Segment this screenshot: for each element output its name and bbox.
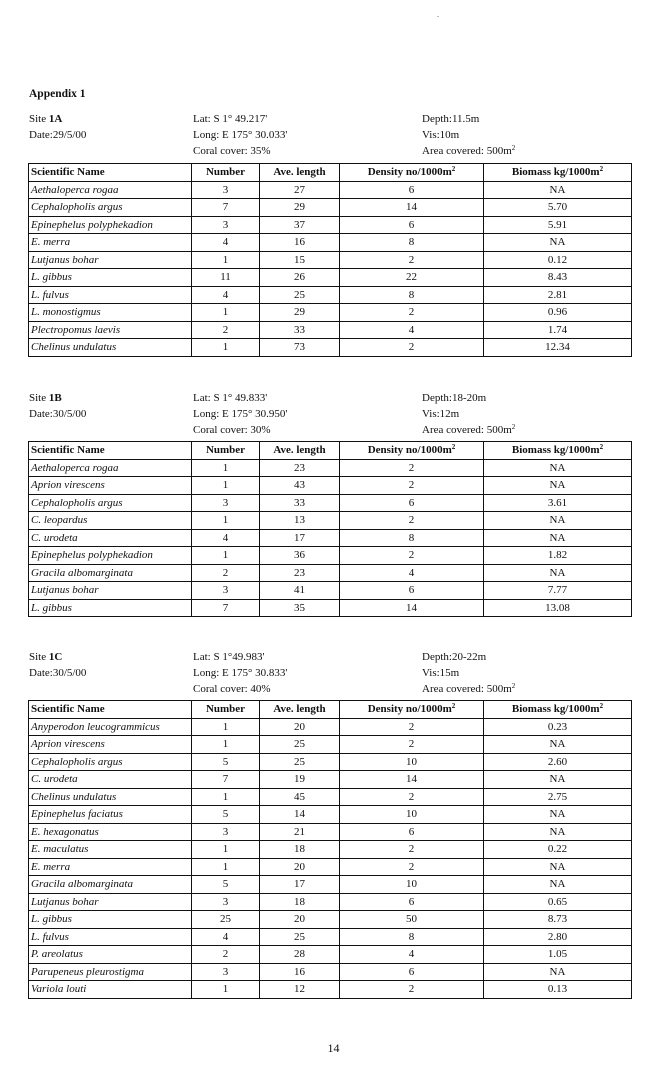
table-row — [29, 893, 632, 911]
cell-scientific-name: C. urodeta — [29, 529, 192, 547]
cell-density: 8 — [340, 529, 484, 547]
cell-scientific-name: Anyperodon leucogrammicus — [29, 718, 192, 736]
cell-density: 2 — [340, 788, 484, 806]
cell-ave-length: 20 — [260, 718, 340, 736]
table-row — [29, 564, 632, 582]
table-row — [29, 788, 632, 806]
cell-biomass: NA — [484, 477, 632, 495]
table-row — [29, 547, 632, 565]
header-scientific-name: Scientific Name — [29, 442, 192, 460]
cell-number: 1 — [192, 841, 260, 859]
cell-number: 5 — [192, 806, 260, 824]
cell-density: 2 — [340, 841, 484, 859]
cell-number: 1 — [192, 304, 260, 322]
cell-density: 6 — [340, 181, 484, 199]
site-date: Date:30/5/00 — [29, 667, 87, 679]
cell-number: 1 — [192, 547, 260, 565]
fish-survey-table — [28, 163, 632, 357]
cell-density: 14 — [340, 771, 484, 789]
cell-scientific-name: Cephalopholis argus — [29, 494, 192, 512]
cell-number: 1 — [192, 788, 260, 806]
cell-density: 2 — [340, 251, 484, 269]
site-longitude: Long: E 175° 30.833' — [193, 667, 288, 679]
site-visibility: Vis:10m — [422, 129, 460, 141]
cell-scientific-name: Gracila albomarginata — [29, 876, 192, 894]
site-area-covered: Area covered: $500m^2$ — [422, 144, 516, 157]
header-number: Number — [192, 164, 260, 182]
cell-biomass: 1.82 — [484, 547, 632, 565]
table-header-row — [29, 164, 632, 182]
cell-biomass: NA — [484, 564, 632, 582]
table-row — [29, 234, 632, 252]
cell-biomass: 0.96 — [484, 304, 632, 322]
table-row — [29, 771, 632, 789]
cell-number: 1 — [192, 512, 260, 530]
table-row — [29, 251, 632, 269]
cell-biomass: NA — [484, 771, 632, 789]
cell-number: 5 — [192, 753, 260, 771]
table-row — [29, 459, 632, 477]
cell-number: 1 — [192, 251, 260, 269]
cell-biomass: NA — [484, 876, 632, 894]
cell-biomass: NA — [484, 181, 632, 199]
cell-ave-length: 16 — [260, 963, 340, 981]
site-longitude: Long: E 175° 30.033' — [193, 129, 288, 141]
table-row — [29, 841, 632, 859]
cell-scientific-name: E. merra — [29, 234, 192, 252]
header-biomass: Biomass $kg/1000m^2$ — [484, 442, 632, 460]
header-biomass: Biomass $kg/1000m^2$ — [484, 701, 632, 719]
cell-ave-length: 37 — [260, 216, 340, 234]
fish-survey-table — [28, 700, 632, 999]
site-area-covered: Area covered: $500m^2$ — [422, 682, 516, 695]
cell-ave-length: 29 — [260, 199, 340, 217]
table-row — [29, 753, 632, 771]
table-row — [29, 477, 632, 495]
cell-ave-length: 13 — [260, 512, 340, 530]
cell-scientific-name: Lutjanus bohar — [29, 893, 192, 911]
cell-density: 14 — [340, 199, 484, 217]
table-row — [29, 858, 632, 876]
cell-biomass: 2.75 — [484, 788, 632, 806]
cell-number: 1 — [192, 477, 260, 495]
cell-scientific-name: Cephalopholis argus — [29, 199, 192, 217]
table-row — [29, 286, 632, 304]
cell-density: 8 — [340, 928, 484, 946]
cell-scientific-name: Lutjanus bohar — [29, 251, 192, 269]
cell-biomass: NA — [484, 806, 632, 824]
table-row — [29, 963, 632, 981]
header-scientific-name: Scientific Name — [29, 164, 192, 182]
cell-scientific-name: L. gibbus — [29, 269, 192, 287]
cell-biomass: 7.77 — [484, 582, 632, 600]
cell-biomass: NA — [484, 529, 632, 547]
table-row — [29, 512, 632, 530]
cell-density: 10 — [340, 806, 484, 824]
cell-biomass: 2.80 — [484, 928, 632, 946]
cell-biomass: 8.73 — [484, 911, 632, 929]
cell-scientific-name: Epinephelus polyphekadion — [29, 547, 192, 565]
appendix-title: Appendix 1 — [29, 88, 86, 100]
header-number: Number — [192, 701, 260, 719]
cell-density: 2 — [340, 512, 484, 530]
cell-density: 2 — [340, 736, 484, 754]
cell-biomass: 1.74 — [484, 321, 632, 339]
cell-density: 14 — [340, 599, 484, 617]
header-density: Density $no/1000m^2$ — [340, 701, 484, 719]
table-row — [29, 981, 632, 999]
table-body — [29, 181, 632, 356]
cell-number: 2 — [192, 321, 260, 339]
cell-biomass: 3.61 — [484, 494, 632, 512]
cell-density: 10 — [340, 753, 484, 771]
cell-biomass: NA — [484, 512, 632, 530]
site-depth: Depth:20-22m — [422, 651, 487, 663]
site-area-covered: Area covered: $500m^2$ — [422, 423, 516, 436]
cell-scientific-name: E. hexagonatus — [29, 823, 192, 841]
cell-number: 3 — [192, 216, 260, 234]
site-date: Date:29/5/00 — [29, 129, 87, 141]
cell-scientific-name: Epinephelus faciatus — [29, 806, 192, 824]
page-number: 14 — [327, 1041, 340, 1055]
cell-scientific-name: E. merra — [29, 858, 192, 876]
cell-biomass: NA — [484, 963, 632, 981]
cell-ave-length: 14 — [260, 806, 340, 824]
cell-density: 2 — [340, 304, 484, 322]
cell-scientific-name: L. fulvus — [29, 928, 192, 946]
cell-ave-length: 12 — [260, 981, 340, 999]
site-label: Site 1A — [29, 113, 63, 125]
cell-ave-length: 27 — [260, 181, 340, 199]
site-visibility: Vis:15m — [422, 667, 460, 679]
table-row — [29, 216, 632, 234]
cell-density: 4 — [340, 564, 484, 582]
fish-survey-table — [28, 441, 632, 617]
cell-number: 4 — [192, 286, 260, 304]
table-header-row — [29, 442, 632, 460]
cell-ave-length: 73 — [260, 339, 340, 357]
site-visibility: Vis:12m — [422, 408, 460, 420]
cell-density: 2 — [340, 459, 484, 477]
header-density: Density $no/1000m^2$ — [340, 164, 484, 182]
cell-density: 2 — [340, 718, 484, 736]
cell-number: 7 — [192, 199, 260, 217]
cell-number: 3 — [192, 181, 260, 199]
cell-density: 8 — [340, 286, 484, 304]
cell-biomass: 2.81 — [484, 286, 632, 304]
site-depth: Depth:11.5m — [422, 113, 480, 125]
cell-scientific-name: Aethaloperca rogaa — [29, 459, 192, 477]
site-depth: Depth:18-20m — [422, 392, 487, 404]
cell-number: 7 — [192, 599, 260, 617]
cell-density: 22 — [340, 269, 484, 287]
cell-density: 4 — [340, 946, 484, 964]
header-density: Density $no/1000m^2$ — [340, 442, 484, 460]
cell-number: 25 — [192, 911, 260, 929]
cell-biomass: NA — [484, 459, 632, 477]
cell-scientific-name: L. monostigmus — [29, 304, 192, 322]
cell-biomass: 13.08 — [484, 599, 632, 617]
cell-scientific-name: Epinephelus polyphekadion — [29, 216, 192, 234]
cell-ave-length: 17 — [260, 876, 340, 894]
cell-ave-length: 36 — [260, 547, 340, 565]
table-row — [29, 736, 632, 754]
cell-scientific-name: Chelinus undulatus — [29, 788, 192, 806]
cell-biomass: 0.12 — [484, 251, 632, 269]
cell-density: 8 — [340, 234, 484, 252]
cell-scientific-name: Plectropomus laevis — [29, 321, 192, 339]
cell-scientific-name: L. gibbus — [29, 599, 192, 617]
site-latitude: Lat: S 1° 49.833' — [193, 392, 268, 404]
cell-ave-length: 41 — [260, 582, 340, 600]
table-body — [29, 459, 632, 617]
cell-density: 6 — [340, 823, 484, 841]
table-row — [29, 599, 632, 617]
cell-number: 4 — [192, 928, 260, 946]
cell-number: 7 — [192, 771, 260, 789]
cell-biomass: 12.34 — [484, 339, 632, 357]
cell-number: 2 — [192, 946, 260, 964]
cell-ave-length: 15 — [260, 251, 340, 269]
table-row — [29, 582, 632, 600]
site-coral-cover: Coral cover: 30% — [193, 424, 271, 436]
cell-density: 4 — [340, 321, 484, 339]
cell-scientific-name: E. maculatus — [29, 841, 192, 859]
table-header-row — [29, 701, 632, 719]
cell-density: 2 — [340, 858, 484, 876]
cell-ave-length: 45 — [260, 788, 340, 806]
cell-biomass: 0.13 — [484, 981, 632, 999]
cell-biomass: 0.22 — [484, 841, 632, 859]
cell-number: 5 — [192, 876, 260, 894]
cell-ave-length: 16 — [260, 234, 340, 252]
cell-ave-length: 25 — [260, 753, 340, 771]
table-row — [29, 269, 632, 287]
cell-biomass: 5.91 — [484, 216, 632, 234]
cell-ave-length: 33 — [260, 321, 340, 339]
cell-ave-length: 18 — [260, 893, 340, 911]
cell-number: 3 — [192, 494, 260, 512]
cell-number: 4 — [192, 234, 260, 252]
cell-density: 6 — [340, 963, 484, 981]
cell-scientific-name: C. leopardus — [29, 512, 192, 530]
site-coral-cover: Coral cover: 40% — [193, 683, 271, 695]
cell-ave-length: 20 — [260, 911, 340, 929]
cell-density: 6 — [340, 494, 484, 512]
header-biomass: Biomass $kg/1000m^2$ — [484, 164, 632, 182]
cell-ave-length: 20 — [260, 858, 340, 876]
table-row — [29, 304, 632, 322]
cell-biomass: 0.23 — [484, 718, 632, 736]
cell-density: 2 — [340, 981, 484, 999]
cell-number: 1 — [192, 858, 260, 876]
cell-number: 3 — [192, 963, 260, 981]
table-row — [29, 823, 632, 841]
table-row — [29, 928, 632, 946]
cell-ave-length: 26 — [260, 269, 340, 287]
cell-density: 50 — [340, 911, 484, 929]
header-number: Number — [192, 442, 260, 460]
cell-scientific-name: P. areolatus — [29, 946, 192, 964]
cell-scientific-name: Aprion virescens — [29, 736, 192, 754]
cell-biomass: NA — [484, 823, 632, 841]
cell-number: 3 — [192, 823, 260, 841]
cell-scientific-name: Aethaloperca rogaa — [29, 181, 192, 199]
cell-number: 2 — [192, 564, 260, 582]
site-longitude: Long: E 175° 30.950' — [193, 408, 288, 420]
cell-scientific-name: Variola louti — [29, 981, 192, 999]
cell-scientific-name: L. gibbus — [29, 911, 192, 929]
site-label: Site 1C — [29, 651, 63, 663]
site-latitude: Lat: S 1°49.983' — [193, 651, 265, 663]
cell-biomass: 2.60 — [484, 753, 632, 771]
table-row — [29, 181, 632, 199]
table-row — [29, 806, 632, 824]
cell-density: 2 — [340, 547, 484, 565]
cell-biomass: NA — [484, 736, 632, 754]
table-row — [29, 199, 632, 217]
cell-ave-length: 33 — [260, 494, 340, 512]
header-ave-length: Ave. length — [260, 164, 340, 182]
table-row — [29, 718, 632, 736]
cell-density: 10 — [340, 876, 484, 894]
cell-number: 3 — [192, 893, 260, 911]
site-coral-cover: Coral cover: 35% — [193, 145, 271, 157]
site-latitude: Lat: S 1° 49.217' — [193, 113, 268, 125]
cell-scientific-name: Aprion virescens — [29, 477, 192, 495]
cell-ave-length: 17 — [260, 529, 340, 547]
table-row — [29, 339, 632, 357]
cell-biomass: 5.70 — [484, 199, 632, 217]
site-date: Date:30/5/00 — [29, 408, 87, 420]
cell-ave-length: 29 — [260, 304, 340, 322]
cell-ave-length: 23 — [260, 564, 340, 582]
header-scientific-name: Scientific Name — [29, 701, 192, 719]
table-row — [29, 321, 632, 339]
cell-scientific-name: Gracila albomarginata — [29, 564, 192, 582]
header-ave-length: Ave. length — [260, 442, 340, 460]
cell-scientific-name: C. urodeta — [29, 771, 192, 789]
cell-scientific-name: Parupeneus pleurostigma — [29, 963, 192, 981]
table-row — [29, 529, 632, 547]
cell-ave-length: 23 — [260, 459, 340, 477]
table-row — [29, 876, 632, 894]
scan-speck — [437, 16, 439, 17]
cell-biomass: 0.65 — [484, 893, 632, 911]
cell-density: 6 — [340, 582, 484, 600]
cell-ave-length: 18 — [260, 841, 340, 859]
cell-biomass: 8.43 — [484, 269, 632, 287]
cell-density: 2 — [340, 339, 484, 357]
cell-ave-length: 21 — [260, 823, 340, 841]
cell-number: 1 — [192, 981, 260, 999]
cell-scientific-name: Cephalopholis argus — [29, 753, 192, 771]
cell-ave-length: 19 — [260, 771, 340, 789]
cell-number: 1 — [192, 718, 260, 736]
cell-ave-length: 43 — [260, 477, 340, 495]
cell-number: 1 — [192, 736, 260, 754]
site-label: Site 1B — [29, 392, 62, 404]
cell-number: 4 — [192, 529, 260, 547]
cell-scientific-name: Lutjanus bohar — [29, 582, 192, 600]
cell-number: 1 — [192, 459, 260, 477]
cell-ave-length: 25 — [260, 928, 340, 946]
table-body — [29, 718, 632, 998]
table-row — [29, 911, 632, 929]
cell-ave-length: 35 — [260, 599, 340, 617]
cell-scientific-name: Chelinus undulatus — [29, 339, 192, 357]
cell-density: 6 — [340, 216, 484, 234]
header-ave-length: Ave. length — [260, 701, 340, 719]
cell-scientific-name: L. fulvus — [29, 286, 192, 304]
cell-biomass: 1.05 — [484, 946, 632, 964]
table-row — [29, 946, 632, 964]
cell-number: 1 — [192, 339, 260, 357]
cell-ave-length: 25 — [260, 736, 340, 754]
cell-density: 6 — [340, 893, 484, 911]
cell-ave-length: 28 — [260, 946, 340, 964]
cell-biomass: NA — [484, 858, 632, 876]
cell-number: 11 — [192, 269, 260, 287]
cell-ave-length: 25 — [260, 286, 340, 304]
table-row — [29, 494, 632, 512]
cell-number: 3 — [192, 582, 260, 600]
cell-biomass: NA — [484, 234, 632, 252]
cell-density: 2 — [340, 477, 484, 495]
